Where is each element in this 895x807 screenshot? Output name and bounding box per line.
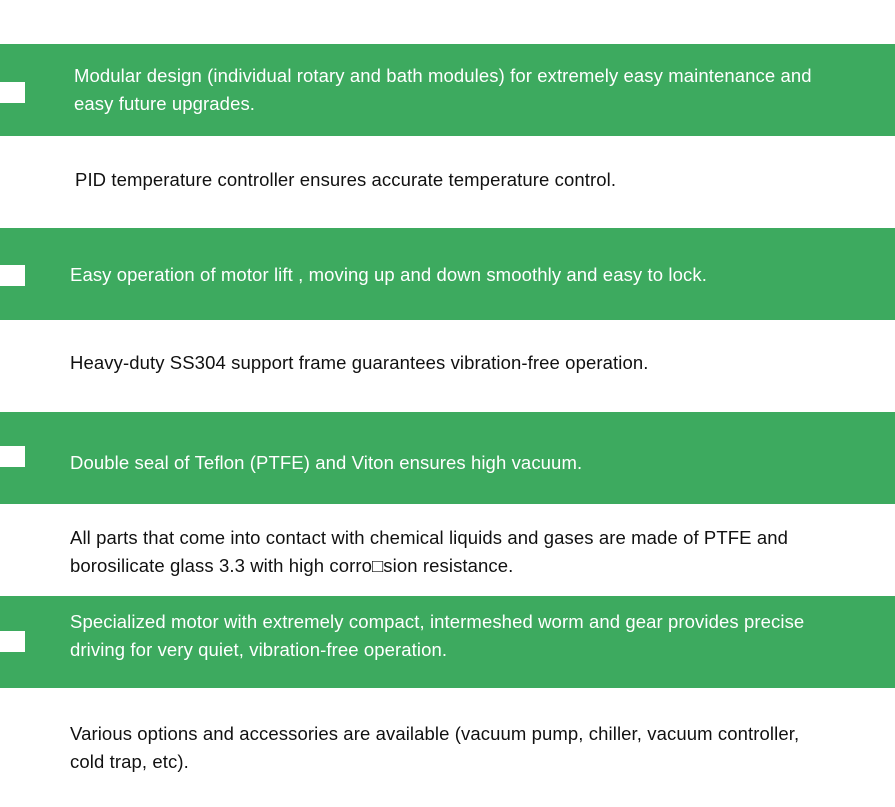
bullet-marker [0,631,25,652]
feature-text-4: Heavy-duty SS304 support frame guarantees vibration-free operation. [70,352,649,373]
bullet-marker [0,446,25,467]
bullet-marker [0,265,25,286]
feature-text-1: Modular design (individual rotary and bath modules) for extremely easy maintenance and easy future upgrades. [74,65,812,114]
feature-band-6 [0,504,895,596]
feature-band-2 [0,136,895,228]
feature-band-3 [0,228,895,320]
feature-band-7 [0,596,895,688]
bullet-marker [0,82,25,103]
feature-band-4 [0,320,895,412]
feature-text-3: Easy operation of motor lift , moving up and down smoothly and easy to lock. [70,264,707,285]
feature-text-2: PID temperature controller ensures accurate temperature control. [75,169,617,190]
feature-text-5: Double seal of Teflon (PTFE) and Viton ensures high vacuum. [70,452,583,473]
feature-band-5 [0,412,895,504]
feature-text-7: Specialized motor with extremely compact, intermeshed worm and gear provides precise driving for very quiet, vibration-free operation. [70,611,805,660]
feature-band-8 [0,688,895,807]
feature-band-1 [0,44,895,136]
feature-text-6: All parts that come into contact with chemical liquids and gases are made of PTFE and borosilicate glass 3.3 with high corro□sion resistance. [70,527,789,576]
feature-text-8: Various options and accessories are available (vacuum pump, chiller, vacuum controller, cold trap, etc). [70,723,800,772]
